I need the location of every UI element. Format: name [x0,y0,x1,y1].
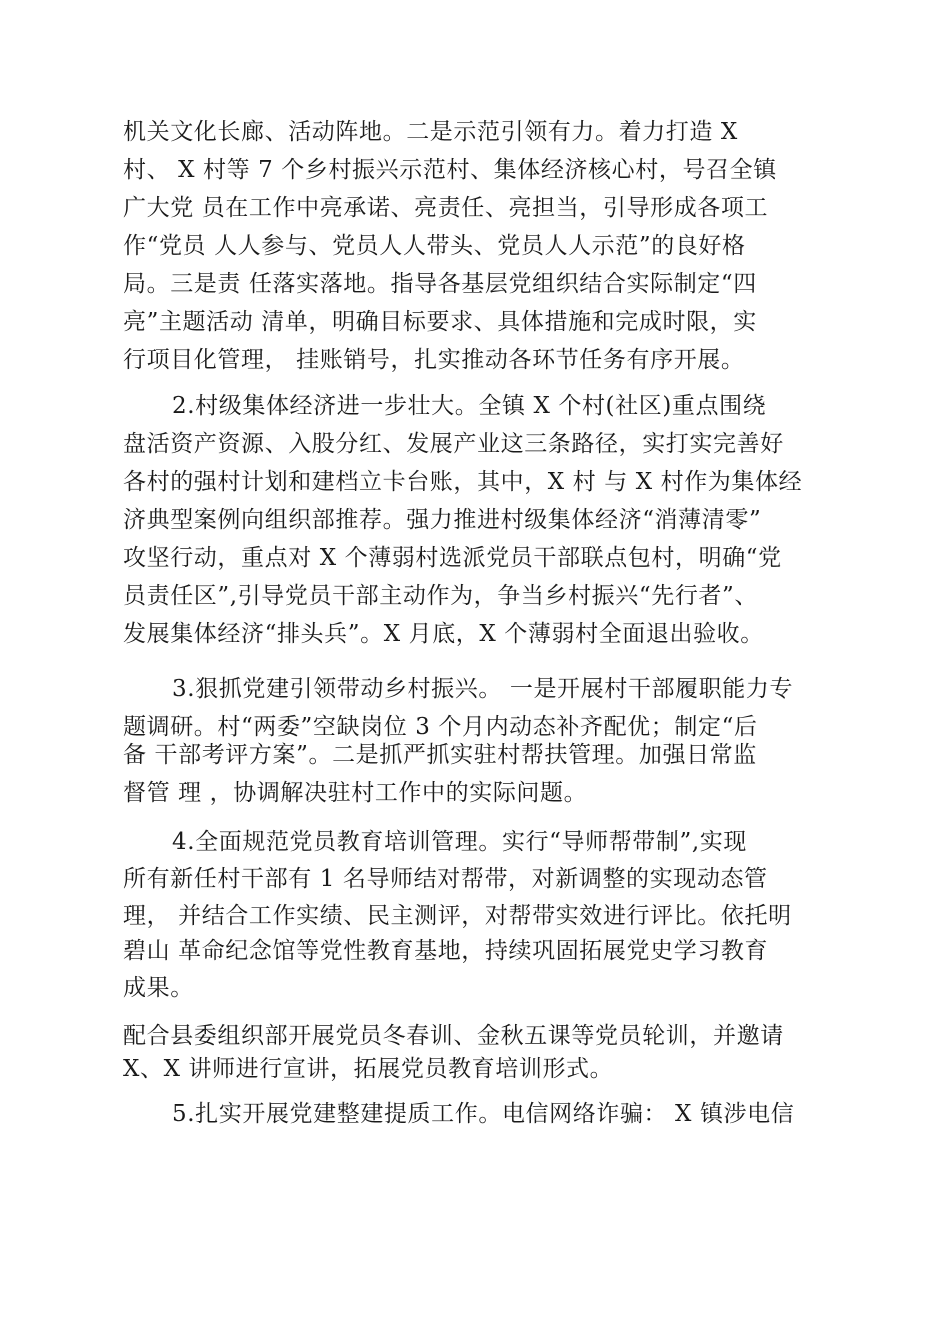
text-line: 作“党员 人人参与、党员人人带头、党员人人示范”的良好格 [123,233,746,259]
paragraph-5-start: 5.扎实开展党建整建提质工作。电信网络诈骗： X 镇涉电信 [172,1101,795,1127]
text-line: 济典型案例向组织部推荐。强力推进村级集体经济“消薄清零” [123,507,762,533]
text-line: 各村的强村计划和建档立卡台账，其中，X 村 与 X 村作为集体经 [123,469,803,495]
text-line: 理， 并结合工作实绩、民主测评，对帮带实效进行评比。依托明 [123,903,792,929]
text-line: 亮”主题活动 清单，明确目标要求、具体措施和完成时限，实 [123,309,757,335]
text-line: 碧山 革命纪念馆等党性教育基地，持续巩固拓展党史学习教育 [123,938,769,964]
text-line: 所有新任村干部有 1 名导师结对帮带，对新调整的实现动态管 [123,866,768,892]
text-line: 发展集体经济“排头兵”。X 月底，X 个薄弱村全面退出验收。 [123,621,764,647]
text-line: 局。三是责 任落实落地。指导各基层党组织结合实际制定“四 [123,271,757,297]
text-line: 成果。 [123,975,194,1001]
text-line: 广大党 员在工作中亮承诺、亮责任、亮担当，引导形成各项工 [123,195,769,221]
text-line: 题调研。村“两委”空缺岗位 3 个月内动态补齐配优；制定“后 [123,714,758,740]
text-line: 机关文化长廊、活动阵地。二是示范引领有力。着力打造 X [123,119,738,145]
text-line: 盘活资产资源、入股分红、发展产业这三条路径，实打实完善好 [123,431,784,457]
text-line: 备 干部考评方案”。二是抓严抓实驻村帮扶管理。加强日常监 [123,742,757,768]
paragraph-2-start: 2.村级集体经济进一步壮大。全镇 X 个村(社区)重点围绕 [172,393,767,419]
paragraph-3-start: 3.狠抓党建引领带动乡村振兴。 一是开展村干部履职能力专 [172,676,794,702]
text-line: 督管 理 ，协调解决驻村工作中的实际问题。 [123,780,588,806]
text-line: 配合县委组织部开展党员冬春训、金秋五课等党员轮训，并邀请 [123,1023,784,1049]
text-line: X、X 讲师进行宣讲，拓展党员教育培训形式。 [123,1056,614,1082]
paragraph-4-start: 4.全面规范党员教育培训管理。实行“导师帮带制”,实现 [172,829,747,855]
text-line: 行项目化管理， 挂账销号，扎实推动各环节任务有序开展。 [123,347,745,373]
text-line: 攻坚行动，重点对 X 个薄弱村选派党员干部联点包村，明确“党 [123,545,782,571]
text-line: 村、 X 村等 7 个乡村振兴示范村、集体经济核心村，号召全镇 [123,157,777,183]
text-line: 员责任区”,引导党员干部主动作为，争当乡村振兴“先行者”、 [123,583,758,609]
